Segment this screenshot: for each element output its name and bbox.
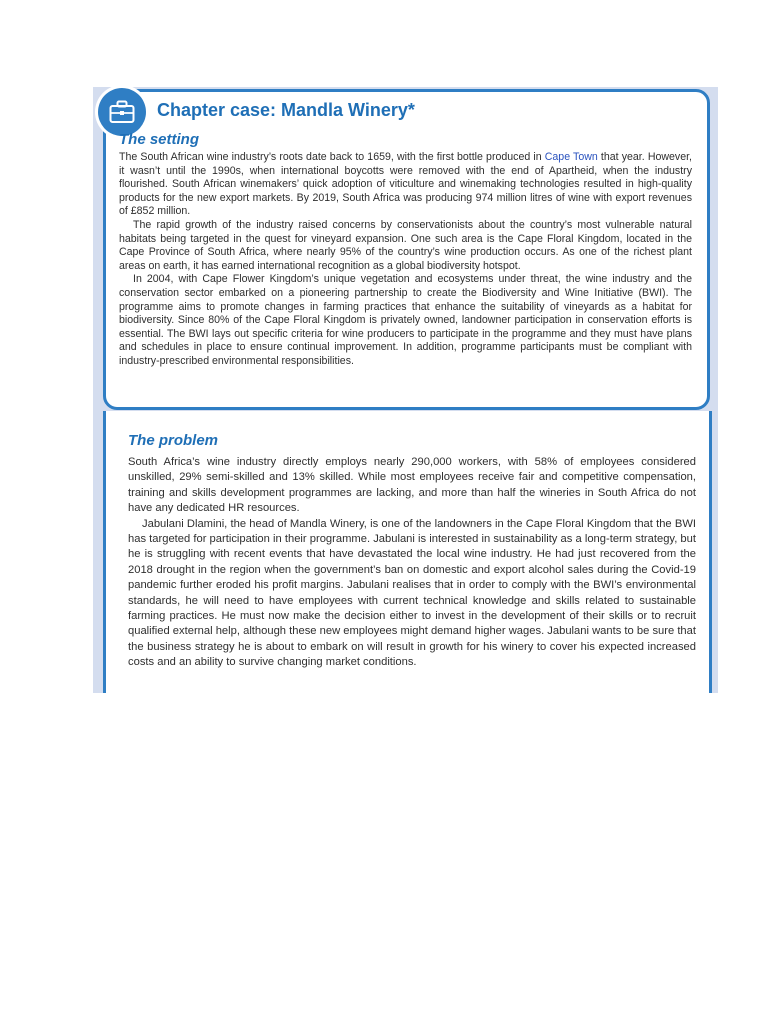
problem-body: [128, 455, 696, 671]
cape-town-link[interactable]: Cape Town: [544, 151, 598, 163]
setting-paragraph-2: The rapid growth of the industry raised concerns by conservationists about the country’s most vulnerable natural habitats being targeted in the quest for vineyard expansion. One such area is the Cape Floral Kingdom, located in the Cape Province of South Africa, where nearly 95% of the country’s wine production occurs. As one of the richest plant areas on earth, it has earned international recognition as a global biodiversity hotspot.: [119, 218, 692, 272]
problem-paragraph-1: South Africa’s wine industry directly employs nearly 290,000 workers, with 58% of employees considered unskilled, 29% semi-skilled and 13% skilled. While most employees receive fair and competitive compensation, training and skills development programmes are lacking, and more than half the wineries in South Africa do not have any dedicated HR resources.: [128, 456, 696, 515]
setting-paragraph-3: In 2004, with Cape Flower Kingdom’s unique vegetation and ecosystems under threat, the wine industry and the conservation sector embarked on a pioneering partnership to create the Biodiversity and Wine Initiative (BWI). The programme aims to promote changes in farming practices that enhance the suitability of vineyards as a habitat for biodiversity. Since 80% of the Cape Floral Kingdom is privately owned, landowner participation in conservation efforts is essential. The BWI lays out specific criteria for wine producers to participate in the programme and they must have plans and schedules in place to ensure continual improvement. In addition, programme participants must be compliant with industry-prescribed environmental responsibilities.: [119, 273, 692, 367]
setting-heading: The setting: [119, 131, 200, 148]
briefcase-icon: [98, 88, 146, 136]
setting-body: [119, 151, 692, 369]
problem-heading: The problem: [128, 432, 219, 449]
problem-paragraph-2: Jabulani Dlamini, the head of Mandla Winery, is one of the landowners in the Cape Floral Kingdom that the BWI has targeted for participation in their programme. Jabulani is interested in sustainability as a long-term strategy, but he is struggling with recent events that have devastated the local wine industry. He had just recovered from the 2018 drought in the region when the government’s ban on domestic and export alcohol sales during the Covid-19 pandemic further eroded his profit margins. Jabulani realises that in order to comply with the BWI’s environmental standards, he will need to have employees with current technical knowledge and skills related to sustainable farming practices. He must now make the decision either to invest in the development of their skills or to recruit qualified external help, although these new employees might demand higher wages. Jabulani wants to be sure that the business strategy he is about to embark on will result in growth for his winery to cover his expected increased costs and an ability to survive changing market conditions.: [128, 517, 696, 669]
setting-p1-lead: The South African wine industry’s roots date back to 1659, with the first bottle produced in: [119, 151, 545, 163]
setting-paragraph-1: [119, 151, 692, 219]
setting-p1-rest: that year. However, it wasn’t until the 1990s, when international boycotts were removed with the end of Apartheid, when the industry flourished. South African winemakers’ quick adoption of viticulture and winemaking technologies resulted in high-quality products for the new export markets. By 2019, South Africa was producing 974 million litres of wine with export revenues of £852 million.: [119, 151, 692, 218]
chapter-title: Chapter case: Mandla Winery*: [157, 100, 415, 120]
